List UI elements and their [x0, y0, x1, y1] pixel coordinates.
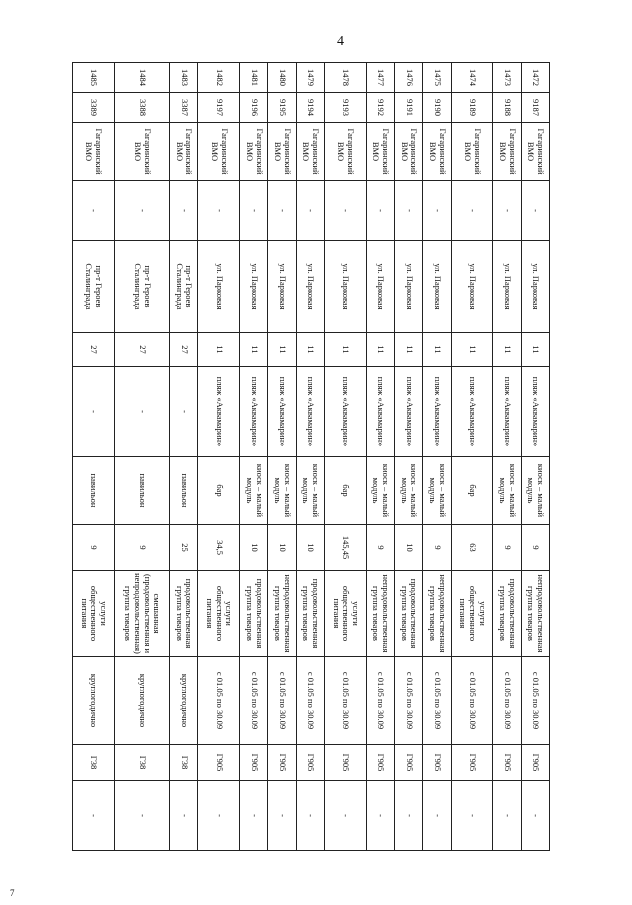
cell-street: ул. Парковая	[296, 241, 324, 333]
cell-street: ул. Парковая	[240, 241, 268, 333]
cell-last: -	[366, 781, 394, 851]
cell-number: 1480	[268, 63, 296, 93]
cell-group: Г38	[170, 745, 198, 781]
cell-number: 1477	[366, 63, 394, 93]
cell-last: -	[325, 781, 367, 851]
cell-specialization: продовольственная группа товаров	[170, 571, 198, 657]
cell-area: 10	[240, 525, 268, 571]
cell-district: Гагаринский ВМО	[451, 123, 493, 181]
cell-object-type: киоск – малый модуль	[493, 457, 521, 525]
cell-place: -	[73, 367, 115, 457]
cell-district: Гагаринский ВМО	[240, 123, 268, 181]
cell-place: пляж «Аквамарин»	[296, 367, 324, 457]
cell-last: -	[198, 781, 240, 851]
cell-group: Г905	[366, 745, 394, 781]
cell-number: 1482	[198, 63, 240, 93]
cell-group: Г905	[240, 745, 268, 781]
cell-group: Г905	[296, 745, 324, 781]
cell-period: с 01.05 по 30.09	[325, 657, 367, 745]
cell-code: 9193	[325, 93, 367, 123]
cell-code: 9197	[198, 93, 240, 123]
table-row	[366, 63, 394, 851]
cell-number: 1476	[395, 63, 423, 93]
cell-place: пляж «Аквамарин»	[451, 367, 493, 457]
cell-group: Г905	[521, 745, 549, 781]
cell-place: пляж «Аквамарин»	[493, 367, 521, 457]
cell-object-type: киоск – малый модуль	[423, 457, 451, 525]
table-row	[268, 63, 296, 851]
table-row	[198, 63, 240, 851]
cell-last: -	[395, 781, 423, 851]
cell-period: с 01.05 по 30.09	[268, 657, 296, 745]
cell-house: 11	[198, 333, 240, 367]
cell-dash: -	[114, 181, 169, 241]
cell-period: с 01.05 по 30.09	[451, 657, 493, 745]
cell-code: 9189	[451, 93, 493, 123]
cell-dash: -	[521, 181, 549, 241]
cell-code: 9195	[268, 93, 296, 123]
cell-place: пляж «Аквамарин»	[423, 367, 451, 457]
cell-area: 9	[493, 525, 521, 571]
corner-mark: 7	[10, 888, 15, 898]
cell-district: Гагаринский ВМО	[296, 123, 324, 181]
cell-house: 27	[170, 333, 198, 367]
cell-district: Гагаринский ВМО	[521, 123, 549, 181]
cell-number: 1478	[325, 63, 367, 93]
cell-street: пр-т Героев Сталинграда	[114, 241, 169, 333]
cell-dash: -	[423, 181, 451, 241]
cell-code: 3387	[170, 93, 198, 123]
cell-last: -	[114, 781, 169, 851]
table-row	[170, 63, 198, 851]
cell-district: Гагаринский ВМО	[114, 123, 169, 181]
cell-last: -	[451, 781, 493, 851]
cell-area: 9	[73, 525, 115, 571]
table-row	[521, 63, 549, 851]
cell-street: ул. Парковая	[325, 241, 367, 333]
cell-dash: -	[451, 181, 493, 241]
cell-area: 9	[114, 525, 169, 571]
cell-number: 1485	[73, 63, 115, 93]
cell-period: круглогодично	[114, 657, 169, 745]
cell-street: ул. Парковая	[395, 241, 423, 333]
cell-code: 9190	[423, 93, 451, 123]
cell-street: ул. Парковая	[451, 241, 493, 333]
cell-specialization: услуги общественного питания	[325, 571, 367, 657]
cell-period: с 01.05 по 30.09	[521, 657, 549, 745]
cell-house: 11	[423, 333, 451, 367]
cell-place: пляж «Аквамарин»	[240, 367, 268, 457]
cell-area: 34,5	[198, 525, 240, 571]
cell-last: -	[268, 781, 296, 851]
cell-house: 11	[366, 333, 394, 367]
cell-group: Г905	[268, 745, 296, 781]
table-row	[423, 63, 451, 851]
table-row	[451, 63, 493, 851]
cell-group: Г905	[198, 745, 240, 781]
cell-last: -	[240, 781, 268, 851]
page-number: 4	[337, 34, 344, 49]
cell-group: Г38	[73, 745, 115, 781]
cell-number: 1473	[493, 63, 521, 93]
cell-object-type: бар	[451, 457, 493, 525]
cell-district: Гагаринский ВМО	[268, 123, 296, 181]
cell-district: Гагаринский ВМО	[423, 123, 451, 181]
cell-area: 10	[268, 525, 296, 571]
cell-area: 9	[366, 525, 394, 571]
cell-area: 145,45	[325, 525, 367, 571]
cell-specialization: услуги общественного питания	[451, 571, 493, 657]
cell-number: 1484	[114, 63, 169, 93]
cell-last: -	[493, 781, 521, 851]
cell-house: 27	[73, 333, 115, 367]
cell-group: Г905	[423, 745, 451, 781]
cell-group: Г905	[451, 745, 493, 781]
table-row	[296, 63, 324, 851]
cell-period: с 01.05 по 30.09	[366, 657, 394, 745]
cell-object-type: павильон	[73, 457, 115, 525]
cell-specialization: непродовольственная группа товаров	[521, 571, 549, 657]
cell-object-type: бар	[198, 457, 240, 525]
cell-place: -	[114, 367, 169, 457]
table-row	[114, 63, 169, 851]
cell-street: ул. Парковая	[366, 241, 394, 333]
cell-specialization: непродовольственная группа товаров	[268, 571, 296, 657]
cell-object-type: павильон	[114, 457, 169, 525]
cell-code: 9187	[521, 93, 549, 123]
cell-specialization: непродовольственная группа товаров	[366, 571, 394, 657]
cell-specialization: услуги общественного питания	[198, 571, 240, 657]
cell-code: 3388	[114, 93, 169, 123]
cell-street: ул. Парковая	[198, 241, 240, 333]
cell-dash: -	[325, 181, 367, 241]
cell-number: 1481	[240, 63, 268, 93]
cell-area: 25	[170, 525, 198, 571]
cell-object-type: киоск – малый модуль	[395, 457, 423, 525]
cell-district: Гагаринский ВМО	[366, 123, 394, 181]
cell-last: -	[521, 781, 549, 851]
cell-district: Гагаринский ВМО	[395, 123, 423, 181]
cell-place: пляж «Аквамарин»	[366, 367, 394, 457]
cell-district: Гагаринский ВМО	[198, 123, 240, 181]
cell-house: 11	[268, 333, 296, 367]
cell-period: круглогодично	[73, 657, 115, 745]
cell-place: пляж «Аквамарин»	[268, 367, 296, 457]
cell-area: 10	[296, 525, 324, 571]
table-row	[325, 63, 367, 851]
cell-number: 1472	[521, 63, 549, 93]
cell-object-type: киоск – малый модуль	[366, 457, 394, 525]
cell-house: 11	[296, 333, 324, 367]
cell-area: 63	[451, 525, 493, 571]
cell-district: Гагаринский ВМО	[325, 123, 367, 181]
cell-number: 1483	[170, 63, 198, 93]
cell-specialization: продовольственная группа товаров	[395, 571, 423, 657]
rotated-table-wrapper	[72, 62, 550, 850]
cell-district: Гагаринский ВМО	[170, 123, 198, 181]
cell-dash: -	[73, 181, 115, 241]
cell-object-type: бар	[325, 457, 367, 525]
cell-period: с 01.05 по 30.09	[240, 657, 268, 745]
cell-last: -	[423, 781, 451, 851]
cell-dash: -	[395, 181, 423, 241]
cell-specialization: непродовольственная группа товаров	[423, 571, 451, 657]
cell-area: 9	[521, 525, 549, 571]
cell-period: с 01.05 по 30.09	[198, 657, 240, 745]
cell-code: 9192	[366, 93, 394, 123]
cell-last: -	[170, 781, 198, 851]
cell-house: 11	[521, 333, 549, 367]
cell-dash: -	[493, 181, 521, 241]
cell-code: 9191	[395, 93, 423, 123]
cell-area: 9	[423, 525, 451, 571]
cell-group: Г905	[493, 745, 521, 781]
table-row	[240, 63, 268, 851]
cell-street: ул. Парковая	[423, 241, 451, 333]
cell-district: Гагаринский ВМО	[73, 123, 115, 181]
cell-dash: -	[268, 181, 296, 241]
table-row	[395, 63, 423, 851]
cell-last: -	[296, 781, 324, 851]
cell-number: 1479	[296, 63, 324, 93]
cell-group: Г905	[325, 745, 367, 781]
cell-place: пляж «Аквамарин»	[325, 367, 367, 457]
cell-specialization: продовольственная группа товаров	[240, 571, 268, 657]
cell-house: 11	[240, 333, 268, 367]
cell-number: 1474	[451, 63, 493, 93]
cell-dash: -	[240, 181, 268, 241]
cell-period: с 01.05 по 30.09	[493, 657, 521, 745]
cell-specialization: смешанная (продовольственная и непродовольственная) группа товаров	[114, 571, 169, 657]
cell-street: пр-т Героев Сталинграда	[73, 241, 115, 333]
cell-house: 11	[395, 333, 423, 367]
cell-area: 10	[395, 525, 423, 571]
cell-street: ул. Парковая	[268, 241, 296, 333]
cell-dash: -	[366, 181, 394, 241]
cell-street: пр-т Героев Сталинграда	[170, 241, 198, 333]
cell-code: 9196	[240, 93, 268, 123]
cell-code: 3389	[73, 93, 115, 123]
cell-house: 11	[493, 333, 521, 367]
cell-number: 1475	[423, 63, 451, 93]
cell-object-type: киоск – малый модуль	[521, 457, 549, 525]
cell-place: пляж «Аквамарин»	[198, 367, 240, 457]
cell-period: с 01.05 по 30.09	[423, 657, 451, 745]
cell-code: 9188	[493, 93, 521, 123]
cell-object-type: киоск – малый модуль	[268, 457, 296, 525]
cell-place: пляж «Аквамарин»	[395, 367, 423, 457]
table-row	[493, 63, 521, 851]
cell-house: 11	[325, 333, 367, 367]
cell-street: ул. Парковая	[493, 241, 521, 333]
cell-object-type: киоск – малый модуль	[296, 457, 324, 525]
cell-dash: -	[170, 181, 198, 241]
cell-place: пляж «Аквамарин»	[521, 367, 549, 457]
cell-period: с 01.05 по 30.09	[395, 657, 423, 745]
cell-dash: -	[198, 181, 240, 241]
cell-street: ул. Парковая	[521, 241, 549, 333]
cell-last: -	[73, 781, 115, 851]
cell-specialization: продовольственная группа товаров	[493, 571, 521, 657]
cell-house: 27	[114, 333, 169, 367]
cell-group: Г905	[395, 745, 423, 781]
cell-house: 11	[451, 333, 493, 367]
cell-place: -	[170, 367, 198, 457]
cell-period: с 01.05 по 30.09	[296, 657, 324, 745]
cell-specialization: услуги общественного питания	[73, 571, 115, 657]
cell-dash: -	[296, 181, 324, 241]
cell-object-type: киоск – малый модуль	[240, 457, 268, 525]
cell-period: круглогодично	[170, 657, 198, 745]
kiosk-table	[72, 62, 550, 851]
table-row	[73, 63, 115, 851]
cell-group: Г38	[114, 745, 169, 781]
cell-district: Гагаринский ВМО	[493, 123, 521, 181]
cell-object-type: павильон	[170, 457, 198, 525]
cell-code: 9194	[296, 93, 324, 123]
cell-specialization: продовольственная группа товаров	[296, 571, 324, 657]
